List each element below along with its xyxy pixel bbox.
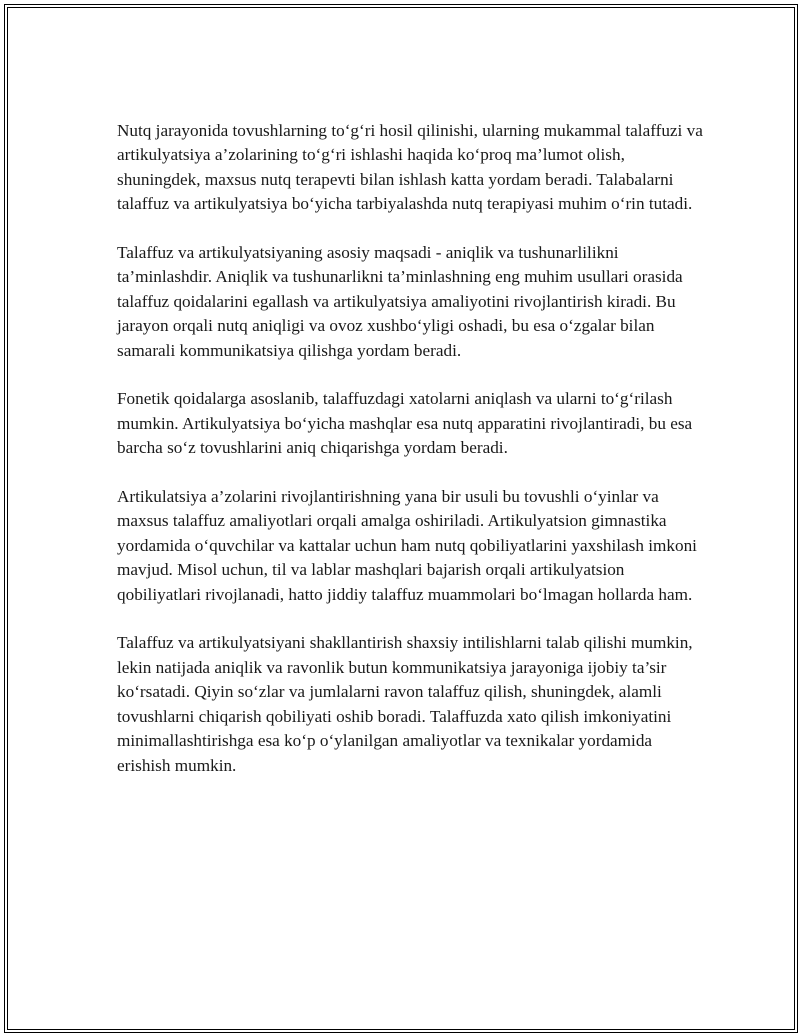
- paragraph-1: Nutq jarayonida tovushlarning to‘g‘ri hosil qilinishi, ularning mukammal talaffuzi va artikulyatsiya a’zolarining to‘g‘ri ishlashi haqida ko‘proq ma’lumot olish, shuningdek, maxsus nutq terapevti bilan ishlash katta yordam beradi. Talabalarni talaffuz va artikulyatsiya bo‘yicha tarbiyalashda nutq terapiyasi muhim o‘rin tutadi.: [117, 121, 703, 214]
- document-body: [117, 119, 707, 802]
- paragraph-4: Artikulatsiya a’zolarini rivojlantirishning yana bir usuli bu tovushli o‘yinlar va maxsus talaffuz amaliyotlari orqali amalga oshiriladi. Artikulyatsion gimnastika yordamida o‘quvchilar va kattalar uchun ham nutq qobiliyatlarini yaxshilash imkoni mavjud. Misol uchun, til va lablar mashqlari bajarish orqali artikulyatsion qobiliyatlari rivojlanadi, hatto jiddiy talaffuz muammolari bo‘lmagan hollarda ham.: [117, 487, 697, 604]
- paragraph-3: Fonetik qoidalarga asoslanib, talaffuzdagi xatolarni aniqlash va ularni to‘g‘rilash mumkin. Artikulyatsiya bo‘yicha mashqlar esa nutq apparatini rivojlantiradi, bu esa barcha so‘z tovushlarini aniq chiqarishga yordam beradi.: [117, 389, 693, 458]
- paragraph-2: Talaffuz va artikulyatsiyaning asosiy maqsadi - aniqlik va tushunarlilikni ta’minlashdir. Aniqlik va tushunarlikni ta’minlashning eng muhim usullari orasida talaffuz qoidalarini egallash va artikulyatsiya amaliyotini rivojlantirish kiradi. Bu jarayon orqali nutq aniqligi va ovoz xushbo‘yligi oshadi, bu esa o‘zgalar bilan samarali kommunikatsiya qilishga yordam beradi.: [117, 243, 683, 360]
- paragraph-5: Talaffuz va artikulyatsiyani shakllantirish shaxsiy intilishlarni talab qilishi mumkin, lekin natijada aniqlik va ravonlik butun kommunikatsiya jarayoniga ijobiy ta’sir ko‘rsatadi. Qiyin so‘zlar va jumlalarni ravon talaffuz qilish, shuningdek, alamli tovushlarni chiqarish qobiliyati oshib boradi. Talaffuzda xato qilish imkoniyatini minimallashtirishga esa ko‘p o‘ylanilgan amaliyotlar va texnikalar yordamida erishish mumkin.: [117, 633, 693, 775]
